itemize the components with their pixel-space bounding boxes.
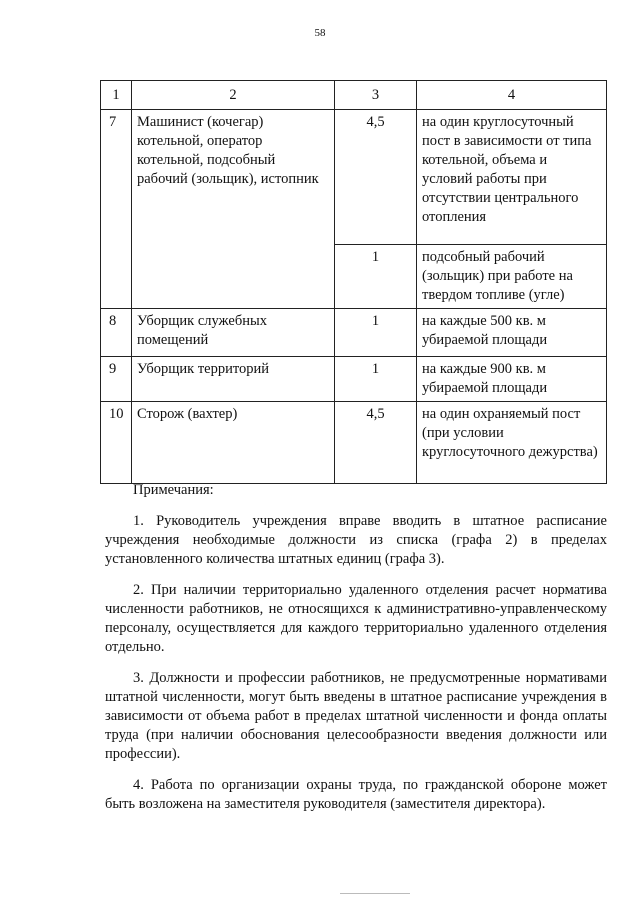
norm-description: подсобный рабочий (зольщик) при работе на твердом топливе (угле)	[417, 245, 607, 309]
row-number: 8	[101, 309, 132, 357]
table-row	[101, 402, 607, 484]
row-number: 9	[101, 357, 132, 402]
staff-count: 1	[335, 357, 417, 402]
notes-section	[105, 481, 607, 826]
staffing-norms-table	[100, 80, 607, 484]
row-number: 10	[101, 402, 132, 484]
note-paragraph: 2. При наличии территориально удаленного отделения расчет норматива численности работников, не относящихся к административно-управленческому персоналу, осуществляется для каждого территориально удаленного отделения отдельно.	[105, 582, 607, 655]
table-row	[101, 110, 607, 245]
staff-count: 4,5	[335, 110, 417, 245]
table-row	[101, 309, 607, 357]
norm-description: на каждые 500 кв. м убираемой площади	[417, 309, 607, 357]
row-number: 7	[101, 110, 132, 309]
staff-count: 1	[335, 245, 417, 309]
note-paragraph: 1. Руководитель учреждения вправе вводить в штатное расписание учреждения необходимые должности из списка (графа 2) в пределах установленного количества штатных единиц (графа 3).	[105, 513, 607, 567]
norm-description: на один круглосуточный пост в зависимости от типа котельной, объема и условий работы при отсутствии центрального отопления	[417, 110, 607, 245]
header-cell: 3	[335, 81, 417, 110]
note-paragraph: 3. Должности и профессии работников, не предусмотренные нормативами штатной численности, могут быть введены в штатное расписание учреждения в зависимости от объема работ в пределах штатной численности и фонда оплаты труда (при наличии обоснования целесообразности введения должности или профессии).	[105, 670, 607, 762]
position-title: Уборщик служебных помещений	[132, 309, 335, 357]
table-row	[101, 357, 607, 402]
staff-count: 1	[335, 309, 417, 357]
header-cell: 1	[101, 81, 132, 110]
note-paragraph: 4. Работа по организации охраны труда, по гражданской обороне может быть возложена на заместителя руководителя (заместителя директора).	[105, 777, 607, 812]
norm-description: на один охраняемый пост (при условии круглосуточного дежурства)	[417, 402, 607, 484]
position-title: Сторож (вахтер)	[132, 402, 335, 484]
position-title: Машинист (кочегар) котельной, оператор котельной, подсобный рабочий (зольщик), истопник	[132, 110, 335, 309]
header-cell: 4	[417, 81, 607, 110]
table-header-row	[101, 81, 607, 110]
staff-count: 4,5	[335, 402, 417, 484]
scan-artifact-line	[340, 893, 410, 894]
notes-title: Примечания:	[133, 482, 214, 498]
position-title: Уборщик территорий	[132, 357, 335, 402]
page-number: 58	[314, 27, 326, 39]
norm-description: на каждые 900 кв. м убираемой площади	[417, 357, 607, 402]
header-cell: 2	[132, 81, 335, 110]
